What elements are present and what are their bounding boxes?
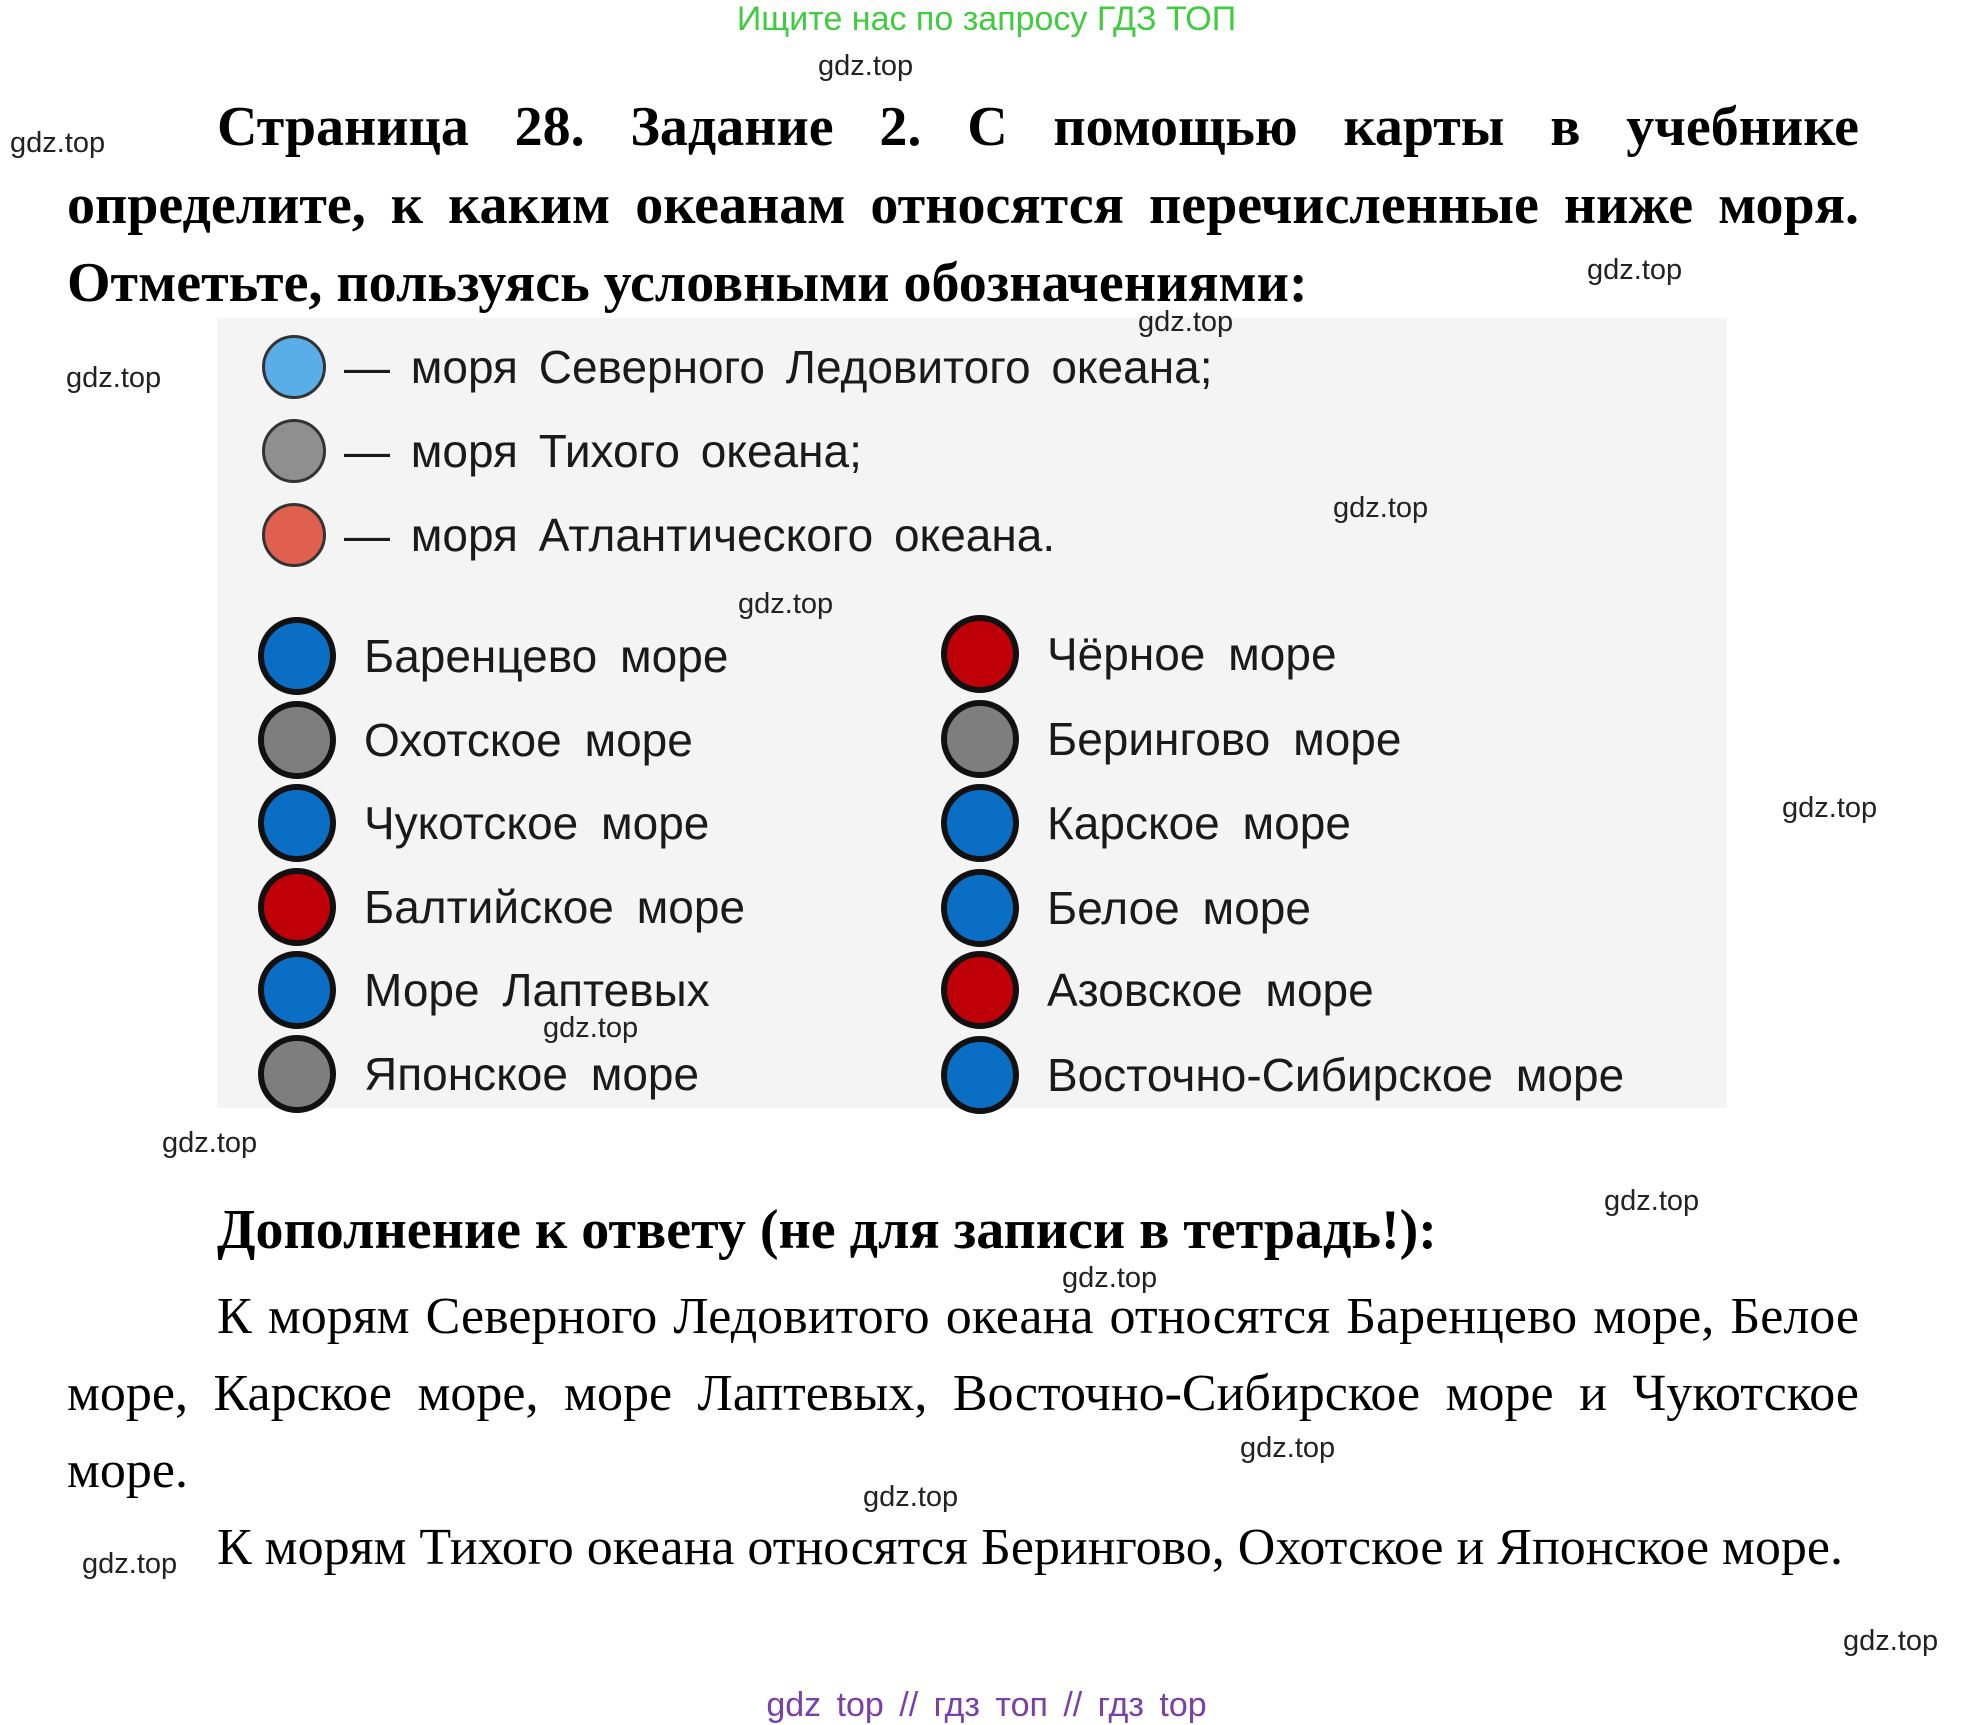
task-text: Страница 28. Задание 2. С помощью карты в учебнике определите, к каким океанам относятся перечисленные ниже моря. Отметьте, пользуясь условными обозначениями: xyxy=(67,96,1859,314)
sea-name: Белое море xyxy=(1047,882,1311,934)
sea-item-east-siberian xyxy=(941,1035,1624,1115)
sea-item-bering xyxy=(941,699,1401,779)
watermark: gdz.top xyxy=(10,127,106,159)
sea-name: Карское море xyxy=(1047,797,1351,849)
ocean-dot-icon xyxy=(258,701,336,779)
watermark: gdz.top xyxy=(738,588,834,620)
watermark: gdz.top xyxy=(863,1481,959,1513)
watermark: gdz.top xyxy=(1333,492,1429,524)
sea-name: Чукотское море xyxy=(364,797,710,849)
promo-banner-bottom: gdz top // гдз топ // гдз top xyxy=(766,1686,1207,1724)
sea-item-kara xyxy=(941,783,1351,863)
ocean-dot-icon xyxy=(941,951,1019,1029)
sea-name: Азовское море xyxy=(1047,964,1374,1016)
ocean-dot-icon xyxy=(258,617,336,695)
legend-arctic-dot-icon xyxy=(262,335,326,399)
ocean-dot-icon xyxy=(258,868,336,946)
sea-item-black xyxy=(941,614,1337,694)
sea-name: Берингово море xyxy=(1047,713,1402,765)
sea-name: Японское море xyxy=(364,1048,700,1100)
ocean-dot-icon xyxy=(941,1036,1019,1114)
watermark: gdz.top xyxy=(1782,792,1878,824)
watermark: gdz.top xyxy=(66,362,162,394)
sea-name: Чёрное море xyxy=(1047,628,1337,680)
sea-item-japan xyxy=(258,1034,699,1114)
sea-name: Море Лаптевых xyxy=(364,964,710,1016)
legend-atlantic-dot-icon xyxy=(262,503,326,567)
legend-item-atlantic xyxy=(262,500,1055,570)
sea-item-barents xyxy=(258,616,728,696)
ocean-dot-icon xyxy=(258,1035,336,1113)
supplement-paragraph-arctic: К морям Северного Ледовитого океана относятся Баренцево море, Белое море, Карское море, море Лаптевых, Восточно-Сибирское море и Чукотское море. xyxy=(67,1288,1859,1499)
sea-name: Охотское море xyxy=(364,714,693,766)
watermark: gdz.top xyxy=(1138,306,1234,338)
ocean-dot-icon xyxy=(941,869,1019,947)
watermark: gdz.top xyxy=(162,1127,258,1159)
legend-pacific-dot-icon xyxy=(262,419,326,483)
watermark: gdz.top xyxy=(82,1548,178,1580)
sea-item-azov xyxy=(941,950,1374,1030)
sea-item-white xyxy=(941,868,1311,948)
ocean-dot-icon xyxy=(941,784,1019,862)
supplement-title: Дополнение к ответу (не для записи в тетрадь!): xyxy=(217,1199,1437,1261)
sea-item-okhotsk xyxy=(258,700,693,780)
watermark: gdz.top xyxy=(1587,254,1683,286)
ocean-dot-icon xyxy=(258,784,336,862)
watermark: gdz.top xyxy=(1843,1625,1939,1657)
legend-item-arctic xyxy=(262,332,1213,402)
sea-name: Баренцево море xyxy=(364,630,729,682)
promo-banner-top: Ищите нас по запросу ГДЗ ТОП xyxy=(736,0,1237,38)
sea-item-chukchi xyxy=(258,783,709,863)
legend-atlantic-label: — моря Атлантического океана. xyxy=(344,509,1056,561)
ocean-dot-icon xyxy=(941,615,1019,693)
sea-item-laptev xyxy=(258,950,710,1030)
watermark: gdz.top xyxy=(1062,1262,1158,1294)
supplement-paragraph-pacific: К морям Тихого океана относятся Берингово, Охотское и Японское море. xyxy=(217,1519,1844,1576)
legend-arctic-label: — моря Северного Ледовитого океана; xyxy=(344,341,1213,393)
legend-item-pacific xyxy=(262,416,862,486)
sea-item-baltic xyxy=(258,867,745,947)
watermark: gdz.top xyxy=(1240,1432,1336,1464)
watermark: gdz.top xyxy=(818,50,914,82)
sea-name: Балтийское море xyxy=(364,881,746,933)
sea-name: Восточно-Сибирское море xyxy=(1047,1049,1625,1101)
legend-pacific-label: — моря Тихого океана; xyxy=(344,425,862,477)
watermark: gdz.top xyxy=(543,1012,639,1044)
ocean-dot-icon xyxy=(258,951,336,1029)
watermark: gdz.top xyxy=(1604,1185,1700,1217)
ocean-dot-icon xyxy=(941,700,1019,778)
